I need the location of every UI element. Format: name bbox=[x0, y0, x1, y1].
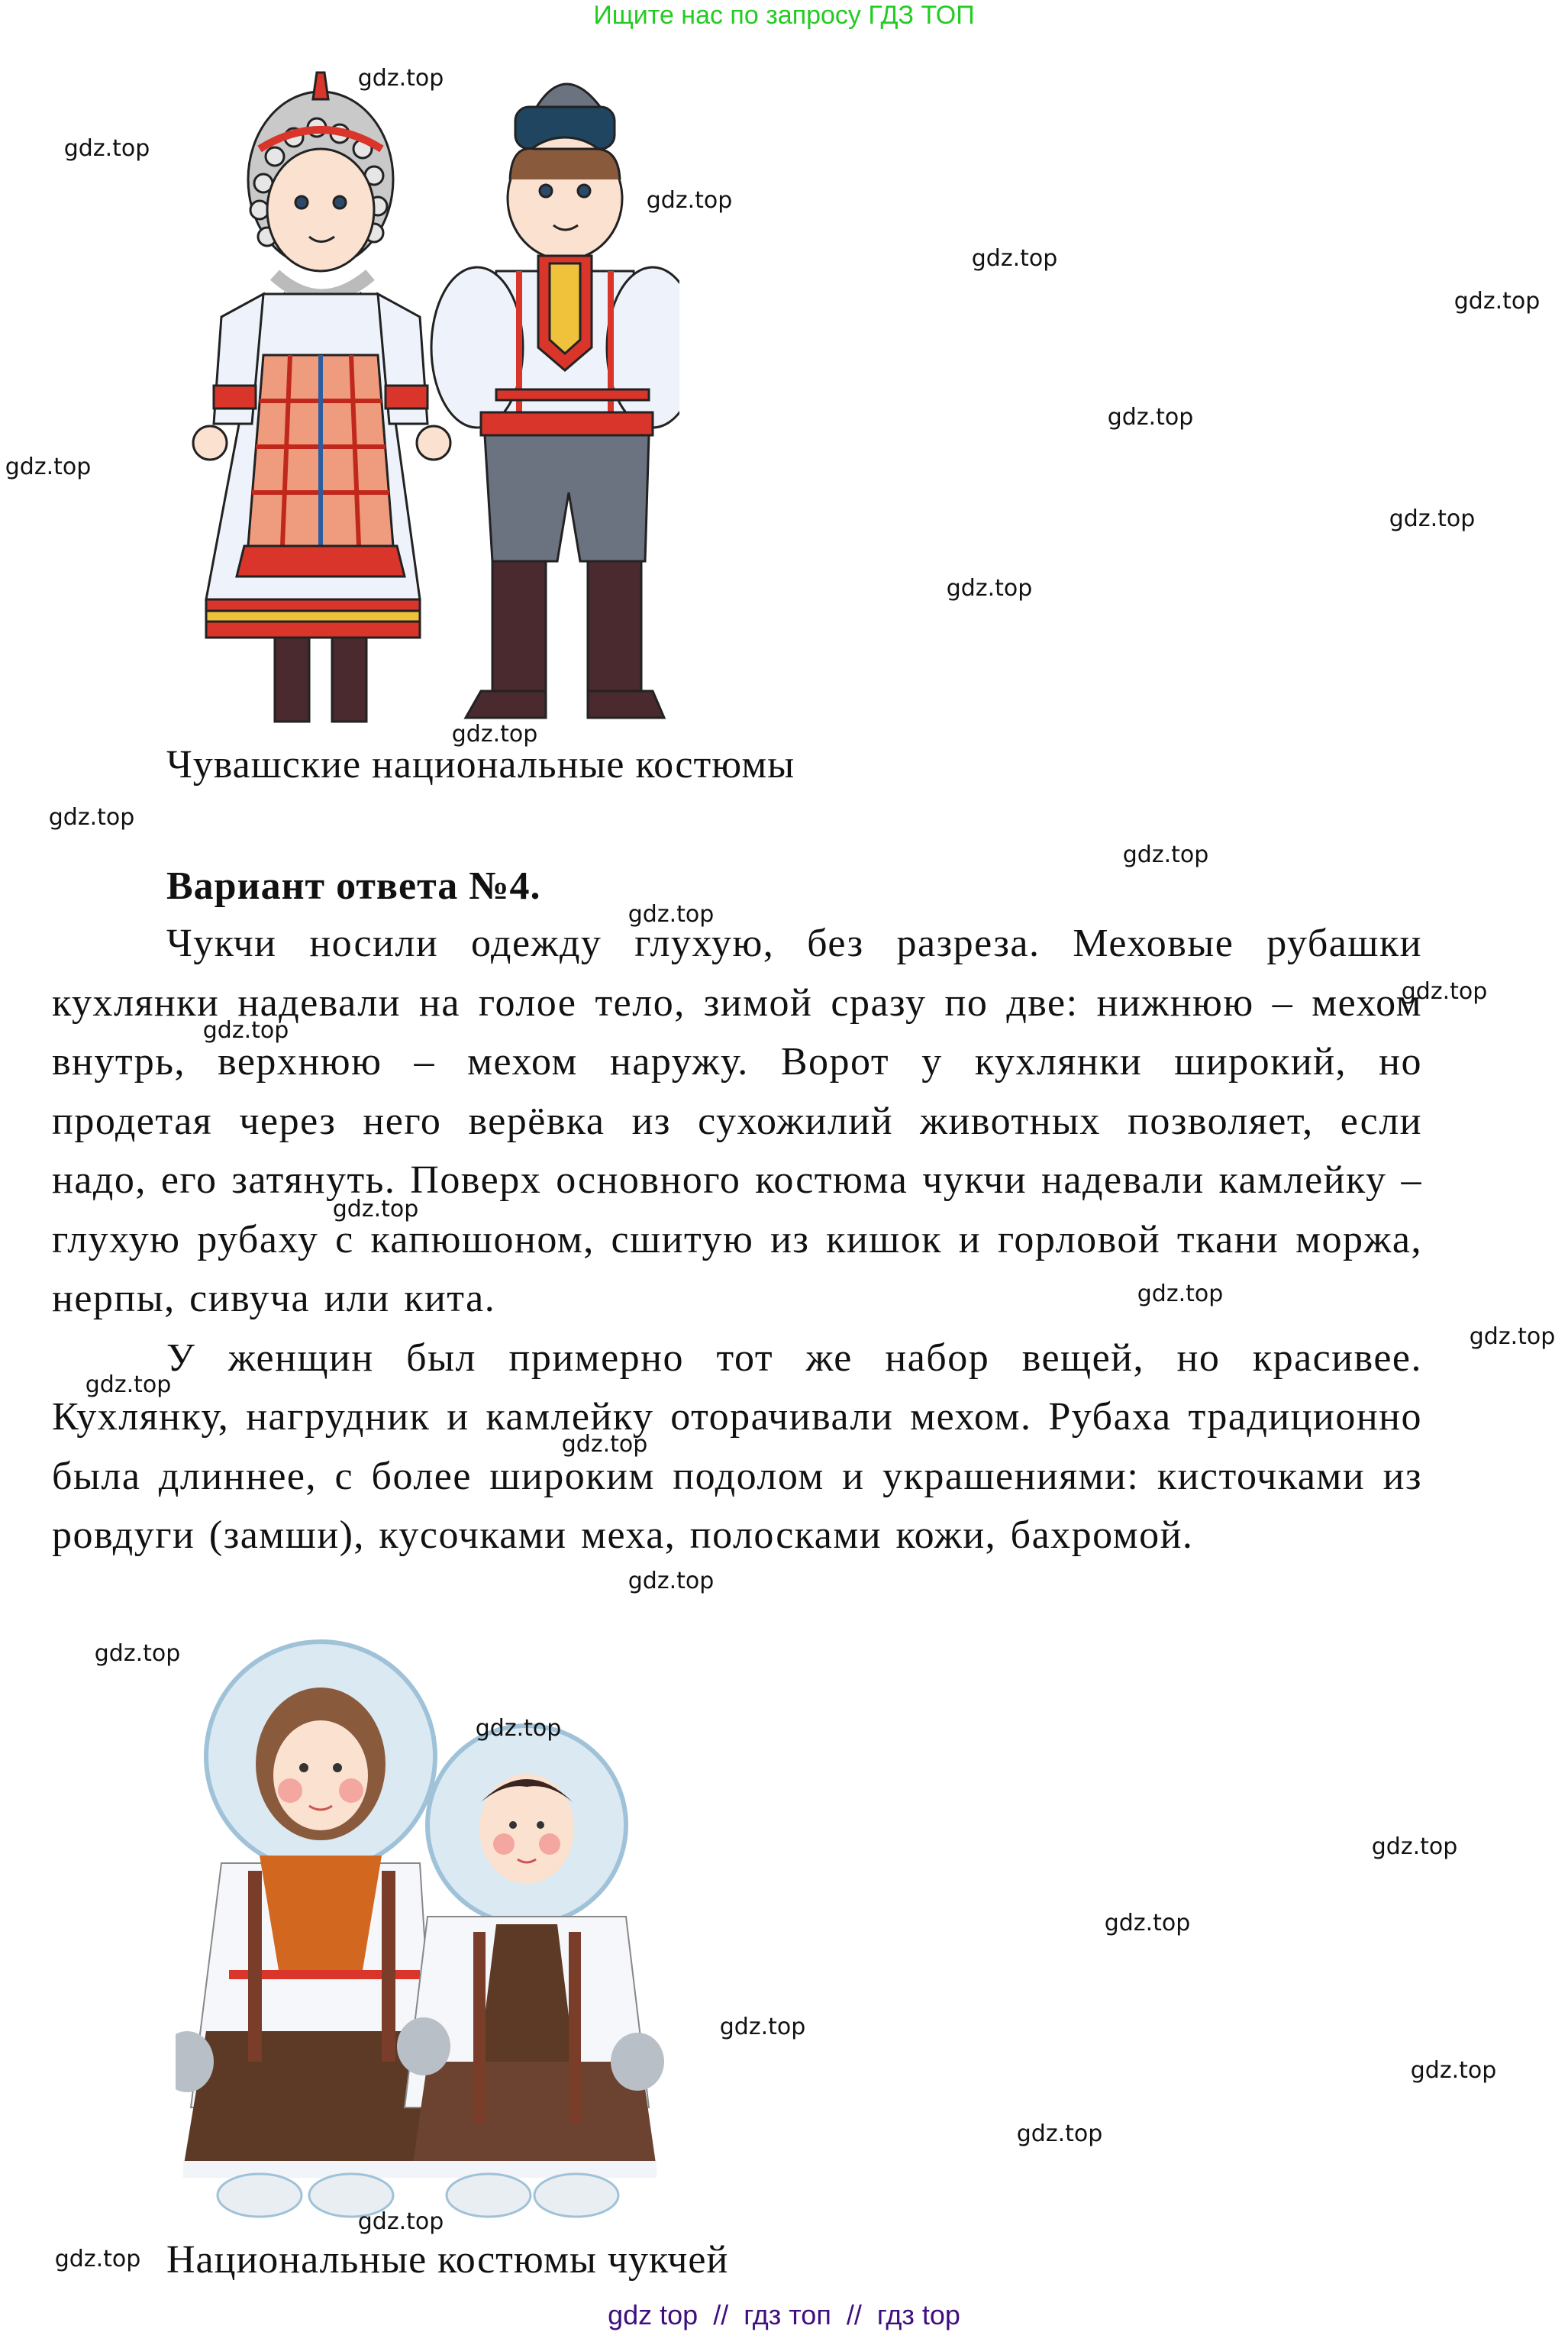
watermark-text: gdz.top bbox=[357, 2208, 444, 2235]
watermark-text: gdz.top bbox=[1453, 288, 1541, 315]
watermark-text: gdz.top bbox=[628, 901, 715, 928]
chuvash-caption: Чувашские национальные костюмы bbox=[166, 743, 795, 786]
watermark-text: gdz.top bbox=[1401, 978, 1488, 1005]
answer-text bbox=[52, 914, 1422, 1565]
chukchi-costumes-image bbox=[176, 1634, 664, 2222]
watermark-text: gdz.top bbox=[54, 2246, 141, 2272]
watermark-text: gdz.top bbox=[1104, 1910, 1191, 1936]
chukchi-caption: Национальные костюмы чукчей bbox=[166, 2238, 729, 2282]
watermark-text: gdz.top bbox=[946, 575, 1033, 602]
watermark-text: gdz.top bbox=[1016, 2120, 1103, 2147]
watermark-text: gdz.top bbox=[646, 187, 733, 214]
watermark-text: gdz.top bbox=[202, 1017, 289, 1044]
site-footer-banner: gdz top // гдз топ // гдз top bbox=[608, 2299, 960, 2330]
watermark-text: gdz.top bbox=[451, 721, 538, 748]
watermark-text: gdz.top bbox=[357, 65, 444, 92]
chuvash-costumes-image bbox=[191, 65, 679, 737]
watermark-text: gdz.top bbox=[561, 1431, 648, 1458]
watermark-text: gdz.top bbox=[63, 135, 150, 162]
watermark-text: gdz.top bbox=[628, 1568, 715, 1594]
watermark-text: gdz.top bbox=[1137, 1281, 1224, 1307]
answer-heading: Вариант ответа №4. bbox=[166, 864, 541, 908]
watermark-text: gdz.top bbox=[1410, 2057, 1497, 2084]
watermark-text: gdz.top bbox=[1469, 1323, 1556, 1350]
watermark-text: gdz.top bbox=[971, 245, 1058, 272]
search-hint-banner: Ищите нас по запросу ГДЗ ТОП bbox=[593, 1, 975, 30]
watermark-text: gdz.top bbox=[332, 1196, 419, 1223]
watermark-text: gdz.top bbox=[85, 1371, 172, 1398]
answer-paragraph-2: У женщин был примерно тот же набор вещей, но красивее. Кухлянку, нагрудник и камлейку оторачивали мехом. Рубаха традиционно была длиннее, с более широким подолом и украшениями: кисточками из ровдуги (замши), кусочками меха, полосками кожи, бахромой. bbox=[52, 1336, 1422, 1557]
watermark-text: gdz.top bbox=[48, 804, 135, 831]
watermark-text: gdz.top bbox=[1122, 841, 1209, 868]
answer-paragraph-1: Чукчи носили одежду глухую, без разреза. Меховые рубашки кухлянки надевали на голое тело, зимой сразу по две: нижнюю – мехом внутрь, верхнюю – мехом наружу. Ворот у кухлянки широкий, но продетая через него верёвка из сухожилий животных позволяет, если надо, его затянуть. Поверх основного костюма чукчи надевали камлейку – глухую рубаху с капюшоном, сшитую из кишок и горловой ткани моржа, нерпы, сивуча или кита. bbox=[52, 922, 1422, 1320]
watermark-text: gdz.top bbox=[719, 2014, 806, 2040]
watermark-text: gdz.top bbox=[94, 1640, 181, 1667]
watermark-text: gdz.top bbox=[475, 1715, 562, 1742]
watermark-text: gdz.top bbox=[1389, 505, 1476, 532]
watermark-text: gdz.top bbox=[1107, 404, 1194, 431]
watermark-text: gdz.top bbox=[1371, 1833, 1458, 1860]
watermark-text: gdz.top bbox=[5, 454, 92, 480]
